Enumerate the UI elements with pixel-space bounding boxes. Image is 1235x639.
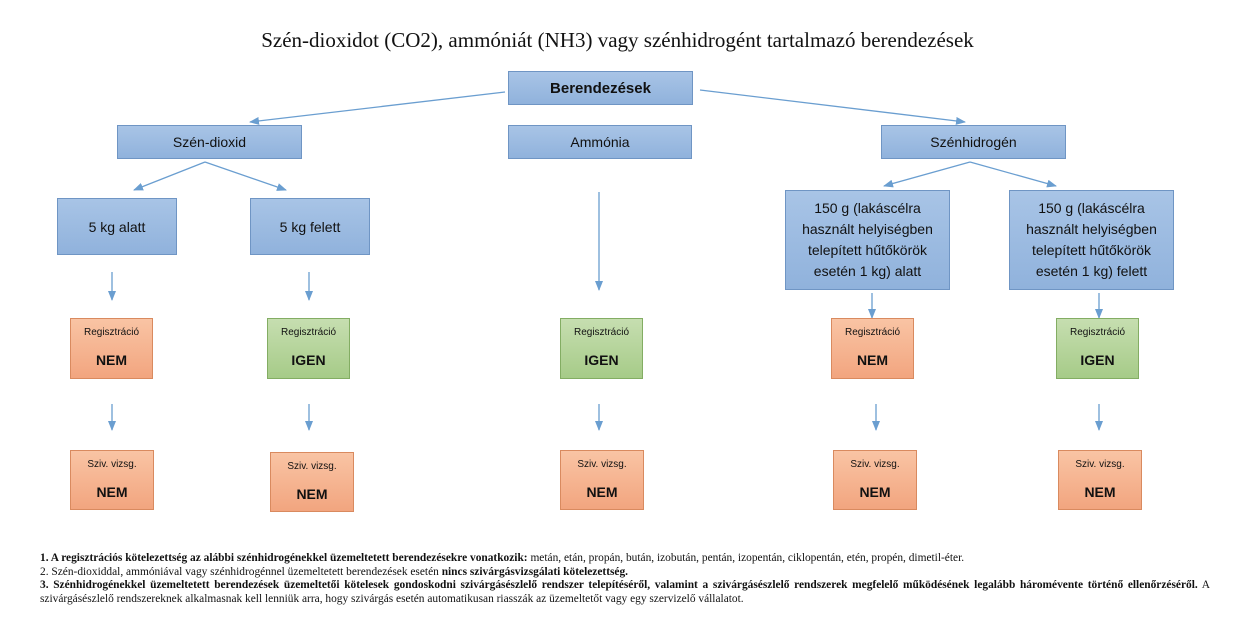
node-hydrocarbon: Szénhidrogén [881,125,1066,159]
leaktest-co2-above: Sziv. vizsg. NEM [270,452,354,512]
node-hc-below: 150 g (lakáscélra használt helyiségben telepített hűtőkörök esetén 1 kg) alatt [785,190,950,290]
node-root-equipment: Berendezések [508,71,693,105]
arrow-co2-above [205,162,286,190]
registration-hc-below: Regisztráció NEM [831,318,914,379]
node-hc-above: 150 g (lakáscélra használt helyiségben telepített hűtőkörök esetén 1 kg) felett [1009,190,1174,290]
footnotes [40,552,1210,606]
node-co2: Szén-dioxid [117,125,302,159]
footnote-2: 2. Szén-dioxiddal, ammóniával vagy szénhidrogénnel üzemeltetett berendezések esetén nincs szivárgásvizsgálati kötelezettség. [40,565,629,578]
leaktest-ammonia: Sziv. vizsg. NEM [560,450,644,510]
node-co2-below: 5 kg alatt [57,198,177,255]
node-ammonia: Ammónia [508,125,692,159]
leaktest-hc-above: Sziv. vizsg. NEM [1058,450,1142,510]
node-co2-above: 5 kg felett [250,198,370,255]
registration-ammonia: Regisztráció IGEN [560,318,643,379]
arrow-root-co2 [250,92,505,122]
arrow-hc-above [970,162,1056,186]
registration-co2-below: Regisztráció NEM [70,318,153,379]
footnote-3: 3. Szénhidrogénekkel üzemeltetett berendezések üzemeltetői kötelesek gondoskodni szivárgásészlelő rendszer telepítéséről, valamint a szivárgásészlelő rendszerek megfelelő működésének legalább háromévente történő ellenőrzéséről. A szivárgásészlelő rendszereknek alkalmasnak kell lenniük arra, hogy szivárgás esetén automatikusan riasszák az üzemeltetőt vagy egy szervizelő vállalatot. [40,579,1210,605]
leaktest-hc-below: Sziv. vizsg. NEM [833,450,917,510]
page-title: Szén-dioxidot (CO2), ammóniát (NH3) vagy szénhidrogént tartalmazó berendezések [261,28,974,52]
arrow-co2-below [134,162,205,190]
arrow-root-hc [700,90,965,122]
registration-co2-above: Regisztráció IGEN [267,318,350,379]
footnote-1: 1. A regisztrációs kötelezettség az alábbi szénhidrogénekkel üzemeltetett berendezésekre vonatkozik: metán, etán, propán, bután, izobután, pentán, izopentán, ciklopentán, etén, propén, dimetil-éter. [40,552,965,564]
leaktest-co2-below: Sziv. vizsg. NEM [70,450,154,510]
arrow-hc-below [884,162,970,186]
registration-hc-above: Regisztráció IGEN [1056,318,1139,379]
